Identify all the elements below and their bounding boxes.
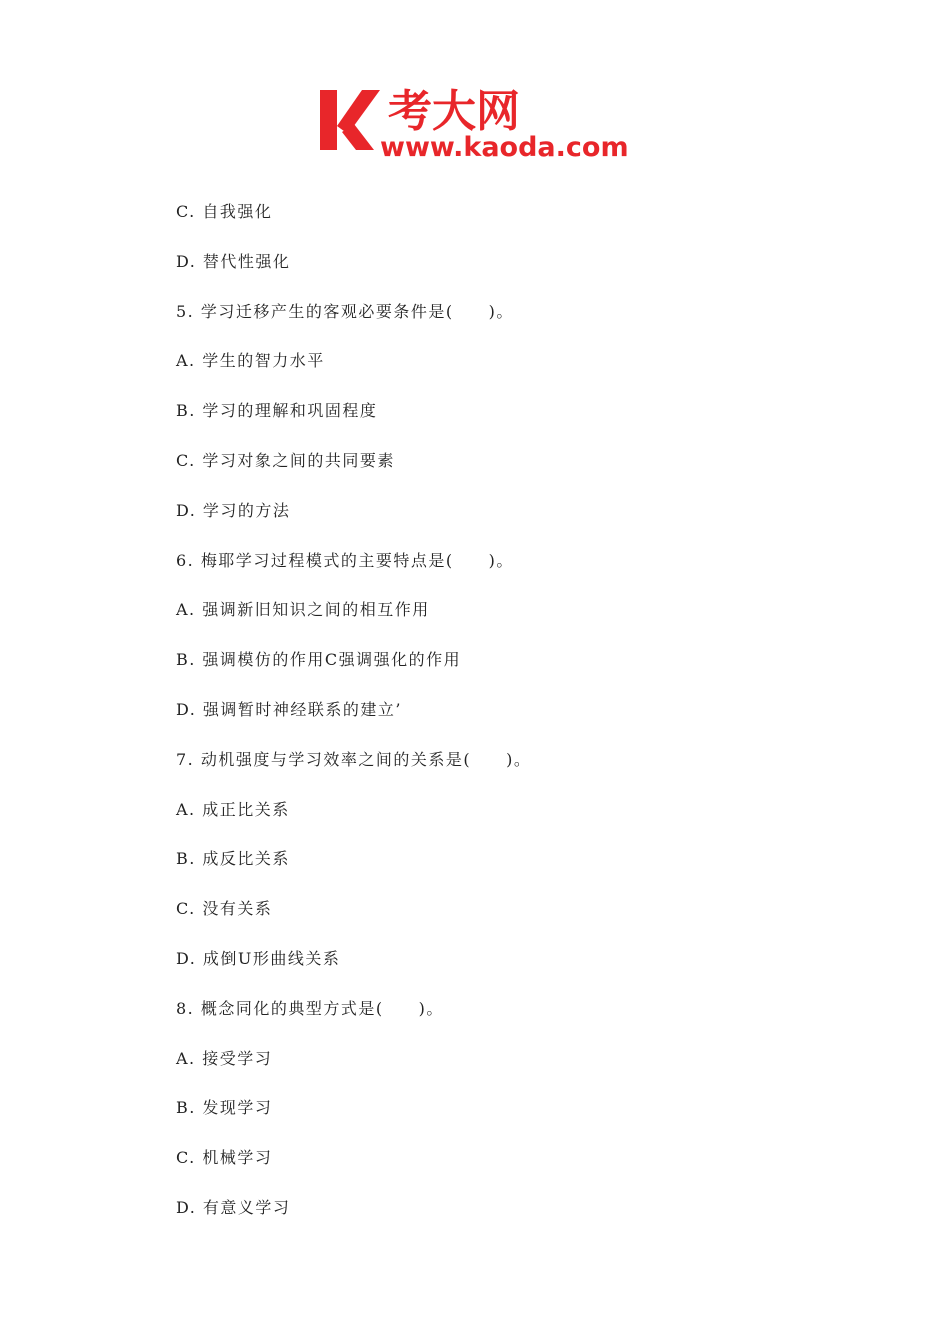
q5-option-a: A. 学生的智力水平 — [176, 351, 325, 371]
q5-option-c: C. 学习对象之间的共同要素 — [176, 450, 395, 470]
kaoda-logo-graphic — [318, 84, 638, 162]
q7-option-c: C. 没有关系 — [176, 899, 273, 919]
q7-option-b: B. 成反比关系 — [176, 849, 290, 869]
q7-option-a: A. 成正比关系 — [176, 799, 290, 819]
q7-option-d: D. 成倒U形曲线关系 — [176, 948, 341, 968]
kaoda-logo — [318, 84, 638, 162]
q8-option-d: D. 有意义学习 — [176, 1197, 291, 1217]
q6-option-b: B. 强调模仿的作用C强调强化的作用 — [176, 650, 462, 670]
q5-option-d: D. 学习的方法 — [176, 500, 291, 520]
question-7-text: 7. 动机强度与学习效率之间的关系是( )。 — [176, 749, 532, 769]
question-8-text: 8. 概念同化的典型方式是( )。 — [176, 998, 444, 1018]
q5-option-b: B. 学习的理解和巩固程度 — [176, 401, 378, 421]
question-list — [176, 200, 816, 1246]
question-6-text: 6. 梅耶学习过程模式的主要特点是( )。 — [176, 550, 514, 570]
logo-url-text: www.kaoda.com — [380, 132, 629, 162]
logo-brand-text: 考大网 — [388, 86, 520, 137]
q6-option-a: A. 强调新旧知识之间的相互作用 — [176, 600, 430, 620]
q8-option-b: B. 发现学习 — [176, 1098, 273, 1118]
option-d-text: D. 替代性强化 — [176, 251, 291, 271]
k-letter-mark — [320, 90, 380, 150]
q6-option-d: D. 强调暂时神经联系的建立’ — [176, 699, 403, 719]
option-c-text: C. 自我强化 — [176, 202, 273, 221]
q8-option-c: C. 机械学习 — [176, 1148, 273, 1168]
question-5-text: 5. 学习迁移产生的客观必要条件是( )。 — [176, 301, 514, 321]
q8-option-a: A. 接受学习 — [176, 1048, 273, 1068]
